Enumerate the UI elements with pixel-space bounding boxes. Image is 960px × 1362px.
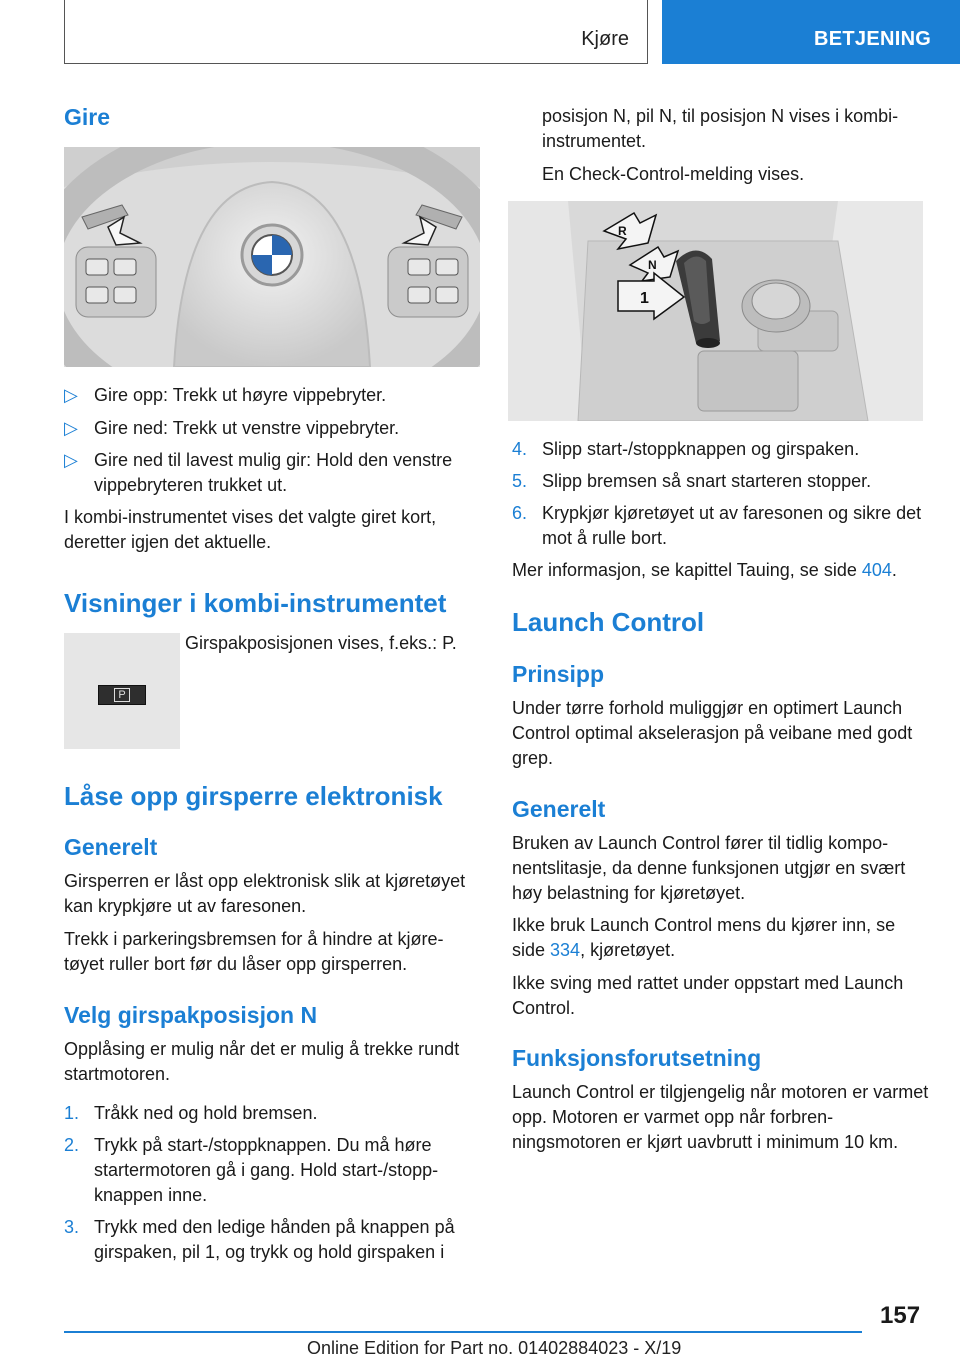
arrow-label-r: R (618, 224, 627, 238)
arrow-label-1: 1 (640, 290, 649, 307)
p-symbol-icon: P (114, 688, 130, 702)
header-chapter-box (662, 0, 960, 64)
bullet-arrow-icon: ▷ (64, 418, 78, 438)
heading-generelt-left: Generelt (64, 834, 158, 860)
step-number: 5. (512, 471, 528, 491)
step-text: Trykk på start-/stoppknappen. Du må høre startermotoren gå i gang. Hold start-/stoppknappen inne. (94, 1135, 439, 1205)
paragraph: Girspakposisjonen vises, f.eks.: P. (185, 633, 457, 653)
step-number: 6. (512, 503, 528, 523)
paragraph-suffix: , kjøretøyet. (580, 940, 676, 960)
footer-divider (64, 1331, 862, 1333)
paragraph: I kombi-instrumentet vises det valgte giret kort, deretter igjen det aktuelle. (64, 507, 437, 552)
list-item (512, 501, 930, 551)
paragraph-text: Ikke bruk Launch Control mens du kjører inn, se side (512, 915, 896, 960)
list-item (64, 1215, 482, 1265)
list-item (512, 469, 930, 494)
heading-visninger: Visninger i kombi‑instrumentet (64, 588, 447, 618)
list-item (64, 1133, 482, 1208)
heading-velg: Velg girspakposisjon N (64, 1002, 318, 1028)
heading-generelt-right: Generelt (512, 796, 606, 822)
paragraph: Launch Control er tilgjengelig når motoren er varmet opp. Motoren er varmet opp når forbrenningsmotoren er kjørt uavbrutt i minimum 10 km. (512, 1082, 929, 1152)
bullet-arrow-icon: ▷ (64, 385, 78, 405)
list-item (64, 383, 482, 408)
heading-launch-control: Launch Control (512, 607, 705, 637)
bullet-text: Gire opp: Trekk ut høyre vippebryter. (94, 385, 387, 405)
step-text: Slipp bremsen så snart starteren stopper. (542, 471, 872, 491)
paragraph-link (512, 913, 932, 963)
display-panel (98, 685, 146, 705)
step-text: Trykk med den ledige hånden på knappen på girspaken, pil 1, og trykk og hold girspaken i (94, 1217, 455, 1262)
step-text: Slipp start-/stoppknappen og girspaken. (542, 439, 860, 459)
more-info-suffix: . (891, 560, 897, 580)
paragraph: En Check-Control-melding vises. (542, 164, 805, 184)
header-section-title: Kjøre (581, 28, 629, 50)
paragraph: Ikke sving med rattet under oppstart med Launch Control. (512, 973, 904, 1018)
footer-edition: Online Edition for Part no. 01402884023 - X/19 (307, 1338, 682, 1358)
header-section-box (64, 0, 648, 64)
step-number: 2. (64, 1135, 80, 1155)
steering-wheel-illustration (64, 147, 480, 367)
display-p-image (64, 633, 180, 749)
gear-selector-image (508, 201, 923, 421)
arrow-label-n: N (648, 258, 657, 272)
page-number: 157 (880, 1302, 921, 1329)
list-item (64, 1101, 482, 1126)
page-link-404[interactable]: 404 (861, 560, 892, 580)
list-item (512, 437, 930, 462)
step-text: Krypkjør kjøretøyet ut av faresonen og sikre det mot å rulle bort. (542, 503, 922, 548)
paragraph: Bruken av Launch Control fører til tidlig komponentslitasje, da denne funksjonen utgjør en svært høy belastning for kjøretøyet. (512, 833, 906, 903)
heading-laase: Låse opp girsperre elektronisk (64, 781, 443, 811)
header-chapter-title: BETJENING (814, 28, 932, 50)
paragraph: Opplåsing er mulig når det er mulig å trekke rundt startmotoren. (64, 1039, 460, 1084)
step-number: 1. (64, 1103, 80, 1123)
more-info-text: Mer informasjon, se kapittel Tauing, se side (512, 560, 862, 580)
gear-selector-illustration (508, 201, 923, 421)
bullet-arrow-icon: ▷ (64, 450, 78, 470)
paragraph: posisjon N, pil N, til posisjon N vises i kombiinstrumentet. (542, 106, 899, 151)
page-link-334[interactable]: 334 (550, 940, 581, 960)
paragraph: Under tørre forhold muliggjør en optimert Launch Control optimal akselerasjon på veibane med godt grep. (512, 698, 913, 768)
step-number: 3. (64, 1217, 80, 1237)
bullet-text: Gire ned: Trekk ut venstre vippebryter. (94, 418, 400, 438)
heading-prinsipp: Prinsipp (512, 661, 605, 687)
paragraph: Girsperren er låst opp elektronisk slik at kjøretøyet kan krypkjøre ut av faresonen. (64, 871, 466, 916)
heading-funksjon: Funksjonsforutsetning (512, 1045, 762, 1071)
paragraph: Trekk i parkeringsbremsen for å hindre at kjøretøyet ruller bort før du låser opp girsperren. (64, 929, 444, 974)
step-number: 4. (512, 439, 528, 459)
list-item (64, 416, 482, 441)
steering-wheel-image (64, 147, 480, 367)
heading-gire: Gire (64, 104, 111, 130)
bullet-text: Gire ned til lavest mulig gir: Hold den venstre vippebryteren trukket ut. (94, 450, 453, 495)
paragraph-more-info (512, 558, 932, 583)
list-item (64, 448, 482, 498)
step-text: Tråkk ned og hold bremsen. (94, 1103, 318, 1123)
